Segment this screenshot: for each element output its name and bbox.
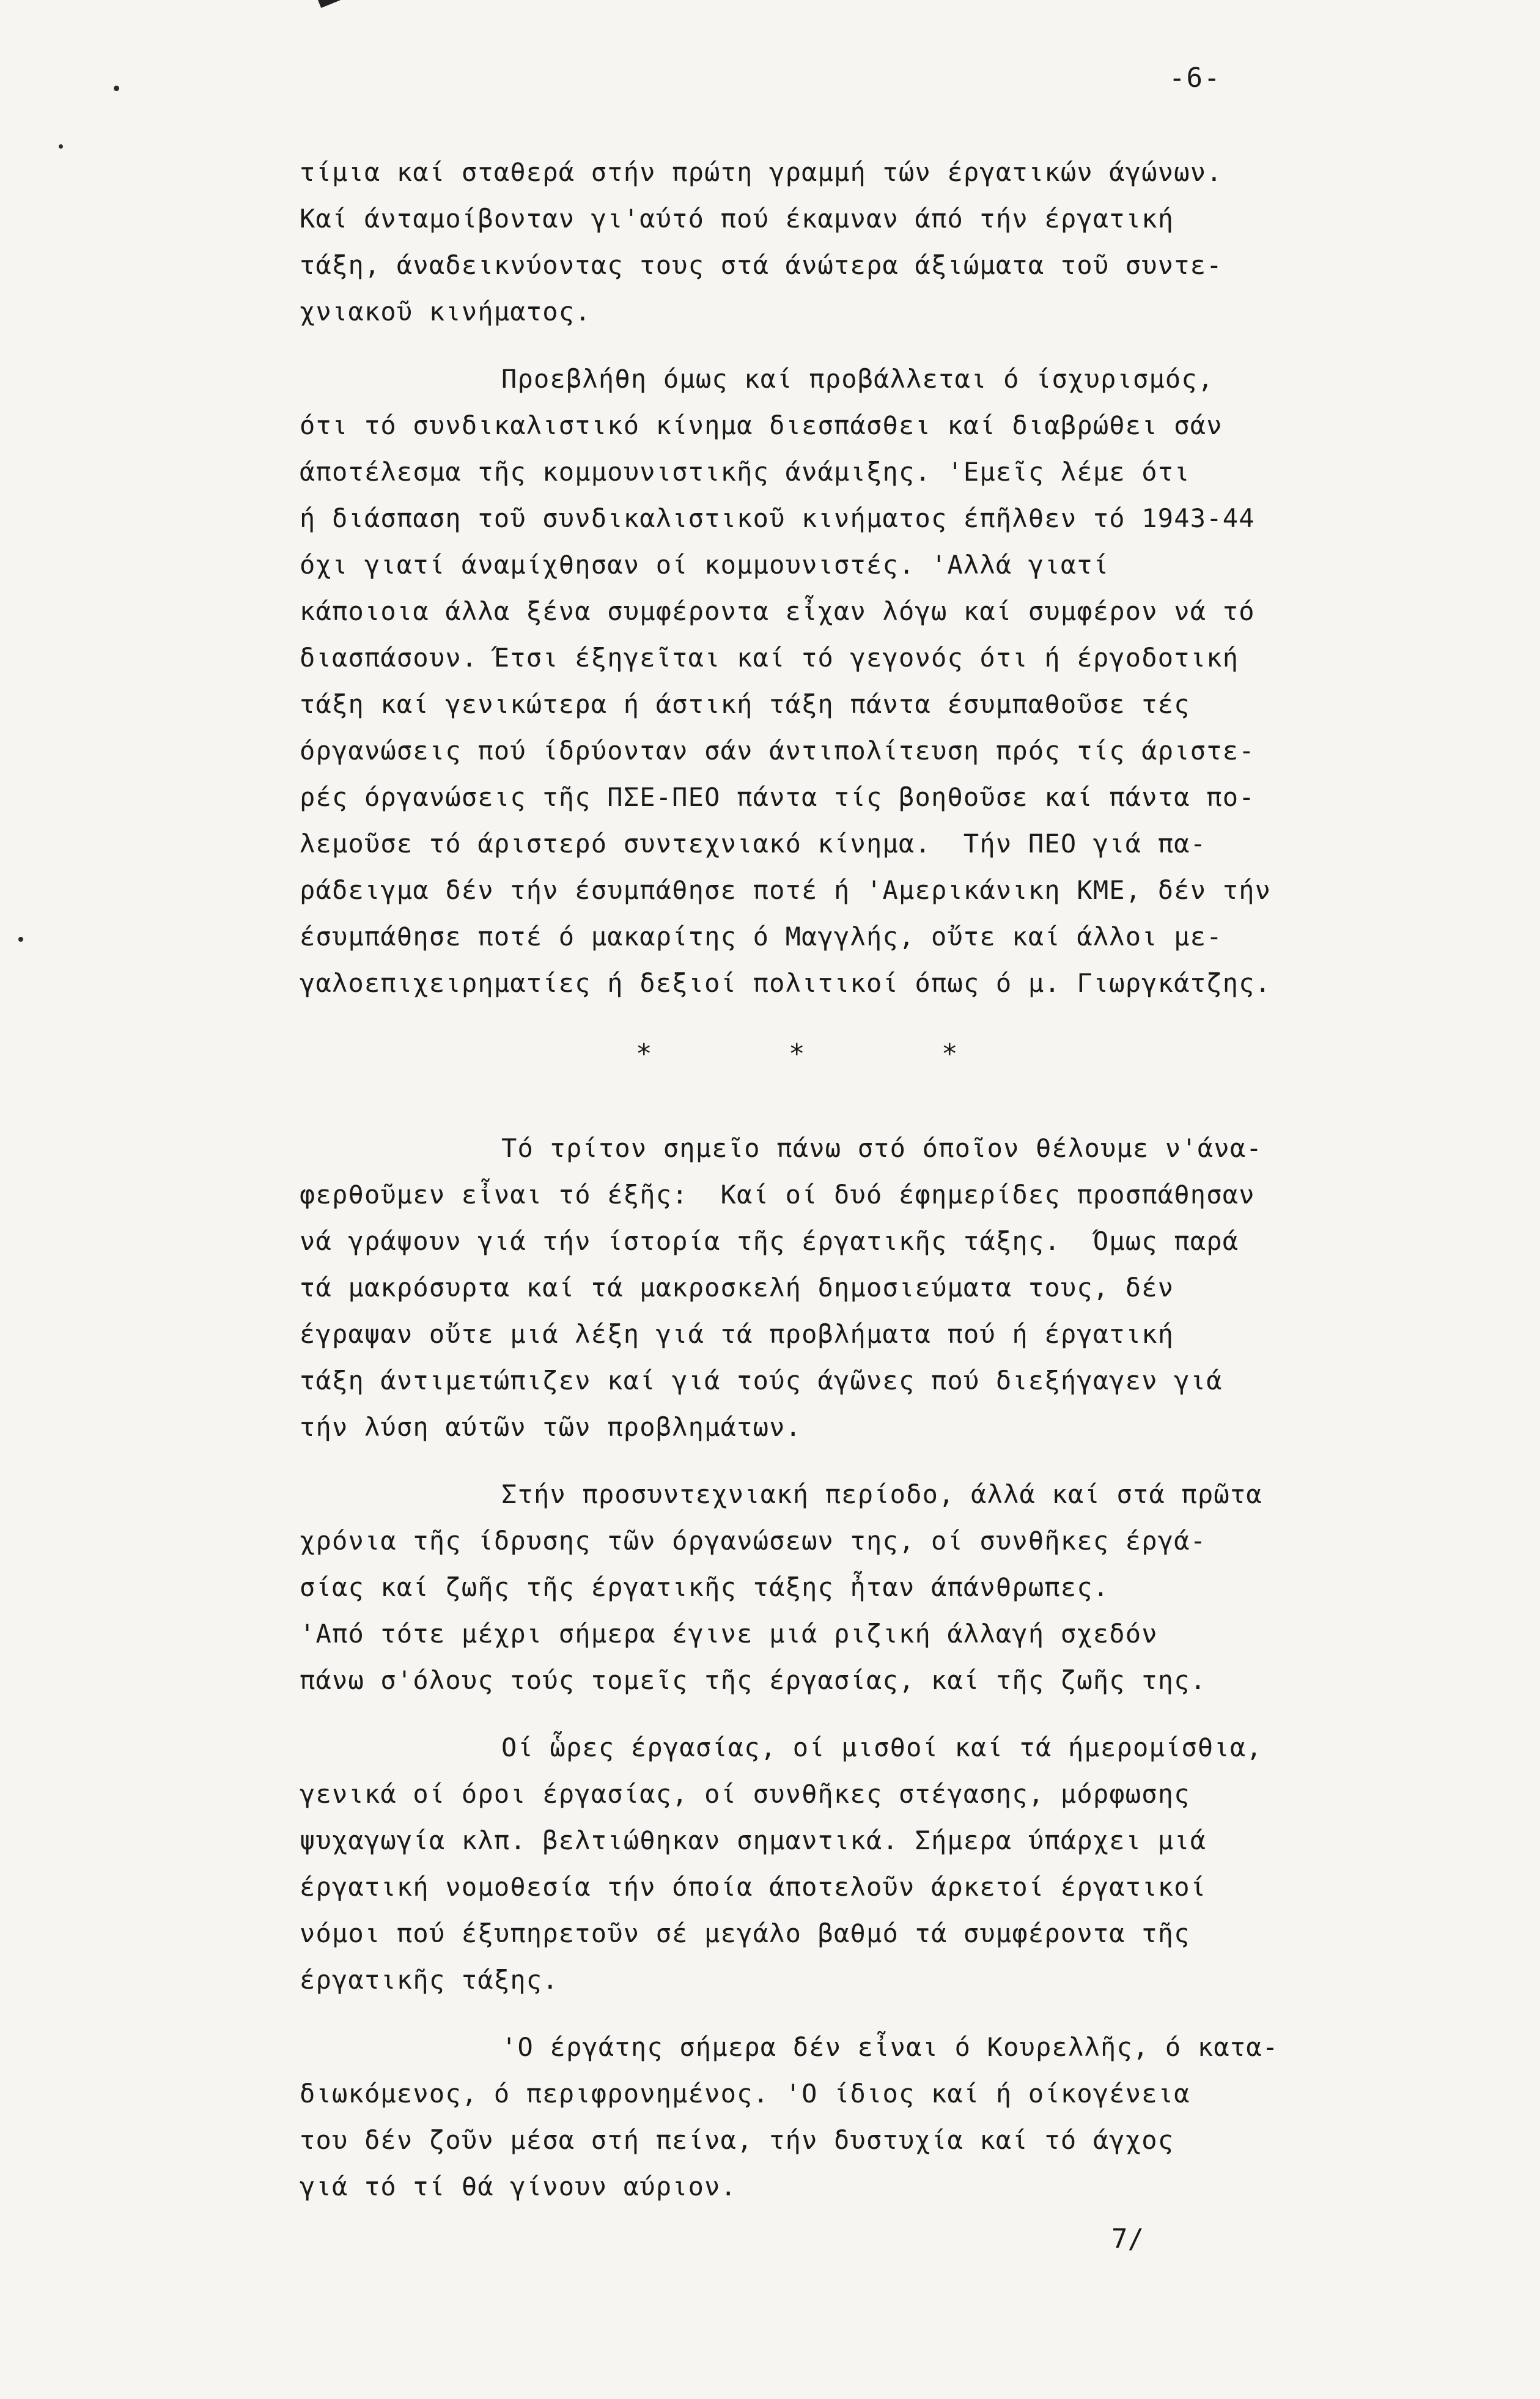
text-line: έργατικῆς τάξης.	[300, 1965, 559, 1995]
text-line: 'Ο έργάτης σήμερα δέν εἶναι ό Κουρελλῆς, ό κατα-	[501, 2032, 1279, 2062]
text-line: τάξη καί γενικώτερα ή άστική τάξη πάντα έσυμπαθοῦσε τές	[300, 689, 1190, 719]
continuation-mark: 7/	[1111, 2223, 1144, 2255]
text-line: διασπάσουν. Έτσι έξηγεῖται καί τό γεγονός ότι ή έργοδοτική	[300, 643, 1239, 673]
text-line: τήν λύση αύτῶν τῶν προβλημάτων.	[300, 1412, 802, 1442]
text-line: του δέν ζοῦν μέσα στή πείνα, τήν δυστυχία καί τό άγχος	[300, 2125, 1174, 2155]
text-line: ότι τό συνδικαλιστικό κίνημα διεσπάσθει καί διαβρώθει σάν	[300, 410, 1223, 440]
text-line: Τό τρίτον σημεῖο πάνω στό όποῖον θέλουμε ν'άνα-	[501, 1133, 1262, 1163]
scan-artifact-dot	[18, 937, 23, 942]
text-line: διωκόμενος, ό περιφρονημένος. 'Ο ίδιος καί ή οίκογένεια	[300, 2079, 1190, 2109]
text-line: ή διάσπαση τοῦ συνδικαλιστικοῦ κινήματος έπῆλθεν τό 1943-44	[300, 503, 1255, 533]
text-line: ράδειγμα δέν τήν έσυμπάθησε ποτέ ή 'Αμερικάνικη ΚΜΕ, δέν τήν	[300, 875, 1272, 905]
text-line: φερθοῦμεν εἶναι τό έξῆς: Καί οί δυό έφημερίδες προσπάθησαν	[300, 1180, 1255, 1210]
text-line: όργανώσεις πού ίδρύονταν σάν άντιπολίτευση πρός τίς άριστε-	[300, 736, 1255, 766]
text-line: γιά τό τί θά γίνουν αύριον.	[300, 2172, 737, 2201]
scan-artifact-dot	[114, 86, 119, 91]
text-line: έργατική νομοθεσία τήν όποία άποτελοῦν άρκετοί έργατικοί	[300, 1872, 1207, 1902]
text-line: όχι γιατί άναμίχθησαν οί κομμουνιστές. 'Αλλά γιατί	[300, 550, 1110, 580]
text-line: ρές όργανώσεις τῆς ΠΣΕ-ΠΕΟ πάντα τίς βοηθοῦσε καί πάντα πο-	[300, 782, 1255, 812]
text-line: χνιακοῦ κινήματος.	[300, 297, 591, 327]
text-line: Καί άνταμοίβονταν γι'αύτό πού έκαμναν άπό τήν έργατική	[300, 204, 1174, 234]
text-line: τάξη, άναδεικνύοντας τους στά άνώτερα άξιώματα τοῦ συντε-	[300, 250, 1223, 280]
text-line: κάποιοια άλλα ξένα συμφέροντα εἶχαν λόγω καί συμφέρον νά τό	[300, 596, 1255, 626]
text-line: γαλοεπιχειρηματίες ή δεξιοί πολιτικοί όπως ό μ. Γιωργκάτζης.	[300, 968, 1272, 998]
text-line: έγραψαν οὔτε μιά λέξη γιά τά προβλήματα πού ή έργατική	[300, 1319, 1174, 1349]
scan-artifact-dot	[59, 144, 63, 149]
text-line: τά μακρόσυρτα καί τά μακροσκελή δημοσιεύματα τους, δέν	[300, 1273, 1174, 1303]
divider-star: *	[941, 1038, 958, 1070]
page-number: -6-	[1169, 62, 1221, 94]
text-line: σίας καί ζωῆς τῆς έργατικῆς τάξης ἦταν άπάνθρωπες.	[300, 1572, 1110, 1602]
text-line: Προεβλήθη όμως καί προβάλλεται ό ίσχυρισμός,	[501, 364, 1214, 394]
text-line: νόμοι πού έξυπηρετοῦν σέ μεγάλο βαθμό τά συμφέροντα τῆς	[300, 1918, 1190, 1948]
section-divider	[636, 1038, 1094, 1070]
text-line: τίμια καί σταθερά στήν πρώτη γραμμή τών έργατικών άγώνων.	[300, 157, 1223, 187]
text-line: χρόνια τῆς ίδρυσης τῶν όργανώσεων της, οί συνθῆκες έργά-	[300, 1526, 1207, 1556]
divider-star: *	[789, 1038, 805, 1070]
text-line: 'Από τότε μέχρι σήμερα έγινε μιά ριζική άλλαγή σχεδόν	[300, 1619, 1158, 1649]
text-line: τάξη άντιμετώπιζεν καί γιά τούς άγῶνες πού διεξήγαγεν γιά	[300, 1366, 1223, 1395]
scan-artifact-stroke	[318, 0, 383, 8]
divider-star: *	[636, 1038, 652, 1070]
text-line: έσυμπάθησε ποτέ ό μακαρίτης ό Μαγγλής, οὔτε καί άλλοι με-	[300, 922, 1223, 952]
text-line: γενικά οί όροι έργασίας, οί συνθῆκες στέγασης, μόρφωσης	[300, 1779, 1190, 1809]
text-line: πάνω σ'όλους τούς τομεῖς τῆς έργασίας, καί τῆς ζωῆς της.	[300, 1665, 1207, 1695]
text-line: νά γράψουν γιά τήν ίστορία τῆς έργατικῆς τάξης. Όμως παρά	[300, 1226, 1239, 1256]
text-line: λεμοῦσε τό άριστερό συντεχνιακό κίνημα. Τήν ΠΕΟ γιά πα-	[300, 829, 1207, 859]
text-line: Οί ὧρες έργασίας, οί μισθοί καί τά ήμερομίσθια,	[501, 1732, 1262, 1762]
text-line: Στήν προσυντεχνιακή περίοδο, άλλά καί στά πρῶτα	[501, 1479, 1262, 1509]
text-line: άποτέλεσμα τῆς κομμουνιστικῆς άνάμιξης. 'Εμεῖς λέμε ότι	[300, 457, 1190, 487]
text-line: ψυχαγωγία κλπ. βελτιώθηκαν σημαντικά. Σήμερα ύπάρχει μιά	[300, 1825, 1207, 1855]
